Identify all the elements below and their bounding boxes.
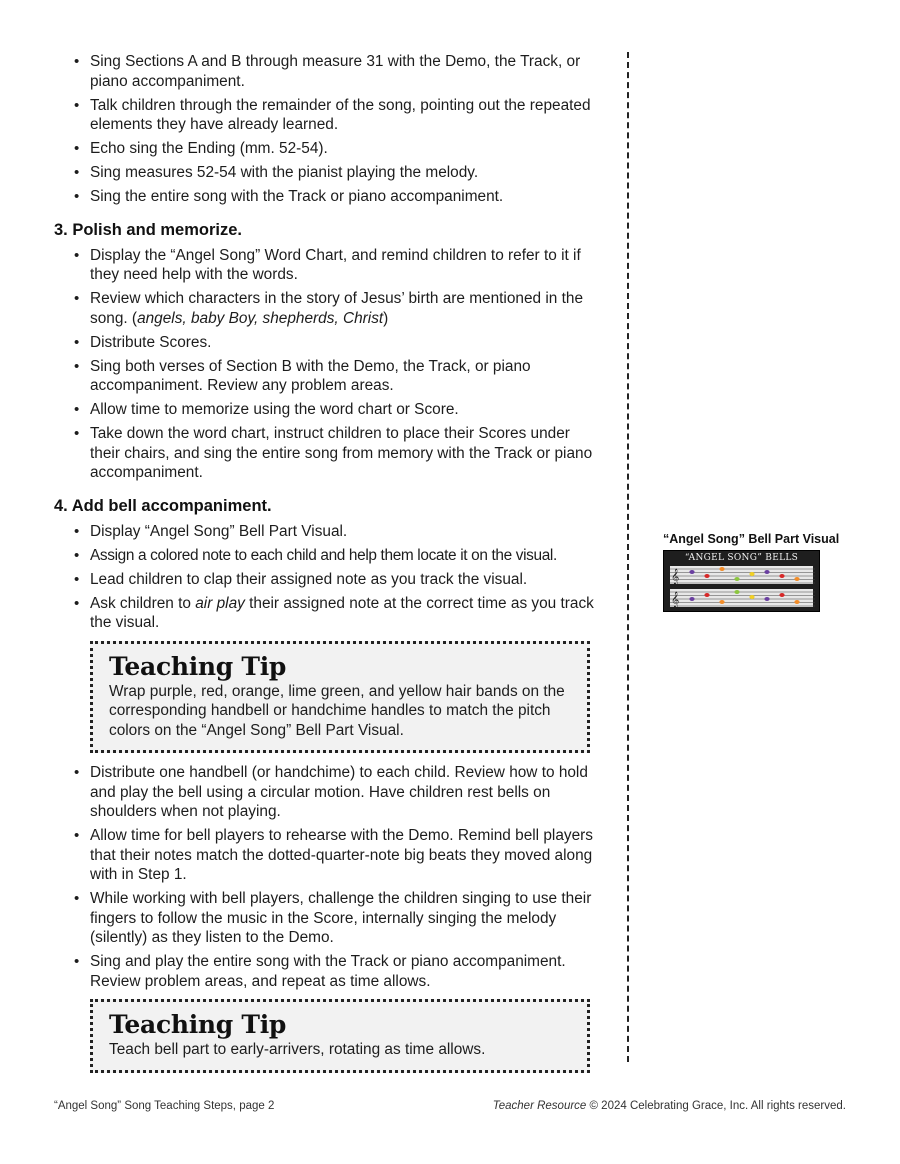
- note-head-icon: [689, 570, 694, 574]
- list-item: • Sing the entire song with the Track or piano accompaniment.: [74, 187, 599, 207]
- list-item: • Talk children through the remainder of the song, pointing out the repeated elements they have already learned.: [74, 96, 599, 135]
- list-item: • Allow time to memorize using the word chart or Score.: [74, 400, 599, 420]
- note-head-icon: [749, 572, 754, 576]
- music-staff: [670, 589, 813, 607]
- list-item: [74, 289, 599, 328]
- teaching-tip-title: Teaching Tip: [109, 1010, 287, 1039]
- list-item: [74, 594, 599, 633]
- note-head-icon: [689, 597, 694, 601]
- staff-lines-icon: [670, 566, 815, 584]
- list-item: • Display the “Angel Song” Word Chart, and remind children to refer to it if they need help with the words.: [74, 246, 599, 285]
- footer-page-label: “Angel Song” Song Teaching Steps, page 2: [54, 1100, 275, 1112]
- note-head-icon: [749, 595, 754, 599]
- footer-copyright-italic: Teacher Resource: [492, 1100, 587, 1112]
- bell-part-visual-thumbnail: [663, 550, 820, 612]
- list-item: • Sing Sections A and B through measure 31 with the Demo, the Track, or piano accompaniment.: [74, 52, 599, 91]
- list-item: • Assign a colored note to each child and help them locate it on the visual.: [74, 546, 599, 566]
- staff-lines-icon: [670, 589, 815, 607]
- note-head-icon: [704, 574, 709, 578]
- teaching-tip-box: [90, 641, 590, 754]
- svg-text:𝄞: 𝄞: [671, 569, 680, 584]
- note-head-icon: [764, 597, 769, 601]
- list-item: • Display “Angel Song” Bell Part Visual.: [74, 522, 599, 542]
- column-divider: [627, 52, 629, 1062]
- list-item: • Take down the word chart, instruct children to place their Scores under their chairs, and sing the entire song from memory with the Track or piano accompaniment.: [74, 424, 599, 483]
- list-item-italic: air play: [195, 594, 245, 612]
- list-item: • Echo sing the Ending (mm. 52-54).: [74, 139, 599, 159]
- music-staff: [670, 566, 813, 584]
- note-head-icon: [734, 590, 739, 594]
- teaching-tip-body: Wrap purple, red, orange, lime green, and yellow hair bands on the corresponding handbell or handchime handles to match the pitch colors on the “Angel Song” Bell Part Visual.: [109, 682, 565, 739]
- note-head-icon: [794, 577, 799, 581]
- teaching-tip-box: [90, 999, 590, 1073]
- list-item: • Sing and play the entire song with the Track or piano accompaniment. Review problem areas, and repeat as time allows.: [74, 952, 599, 991]
- list-item: • Distribute Scores.: [74, 333, 599, 353]
- teaching-tip-body: Teach bell part to early-arrivers, rotating as time allows.: [109, 1041, 486, 1058]
- teaching-tip-title: Teaching Tip: [109, 651, 287, 681]
- list-item: • Allow time for bell players to rehearse with the Demo. Remind bell players that their notes match the dotted-quarter-note big beats they moved along with in Step 1.: [74, 826, 599, 885]
- sidebar: [663, 532, 863, 612]
- note-head-icon: [764, 570, 769, 574]
- note-head-icon: [779, 574, 784, 578]
- note-head-icon: [719, 600, 724, 604]
- list-item-italic: angels, baby Boy, shepherds, Christ: [137, 309, 384, 327]
- list-item-text: Review which characters in the story of Jesus’ birth are mentioned in the song. (: [90, 290, 584, 327]
- note-head-icon: [719, 567, 724, 571]
- main-column: [54, 52, 599, 1083]
- intro-bullet-list: [54, 52, 599, 207]
- step4-bullet-list-continued: [54, 763, 599, 991]
- note-head-icon: [779, 593, 784, 597]
- footer-copyright-text: © 2024 Celebrating Grace, Inc. All rights reserved.: [586, 1100, 846, 1112]
- note-head-icon: [794, 600, 799, 604]
- list-item: • While working with bell players, challenge the children singing to use their fingers to follow the music in the Score, internally singing the melody (silently) as they listen to the Demo.: [74, 889, 599, 948]
- step3-heading: 3. Polish and memorize.: [54, 220, 242, 239]
- step3-bullet-list: [54, 246, 599, 483]
- step4-bullet-list: [54, 522, 599, 633]
- list-item: • Lead children to clap their assigned note as you track the visual.: [74, 570, 599, 590]
- step4-heading: 4. Add bell accompaniment.: [54, 496, 272, 515]
- svg-text:𝄞: 𝄞: [671, 592, 680, 607]
- list-item-text: Ask children to: [90, 594, 196, 612]
- bell-visual-title: “ANGEL SONG” BELLS: [684, 553, 799, 563]
- list-item-text: their assigned note at the correct time as you track the visual.: [90, 594, 594, 631]
- list-item: • Sing both verses of Section B with the Demo, the Track, or piano accompaniment. Review any problem areas.: [74, 357, 599, 396]
- list-item-text: ): [383, 309, 389, 327]
- bell-visual-caption: “Angel Song” Bell Part Visual: [663, 532, 840, 546]
- note-head-icon: [734, 577, 739, 581]
- list-item: • Distribute one handbell (or handchime) to each child. Review how to hold and play the bell using a circular motion. Have children rest bells on shoulders when not playing.: [74, 763, 599, 822]
- note-head-icon: [704, 593, 709, 597]
- list-item: • Sing measures 52-54 with the pianist playing the melody.: [74, 163, 599, 183]
- footer-copyright: [493, 1100, 846, 1112]
